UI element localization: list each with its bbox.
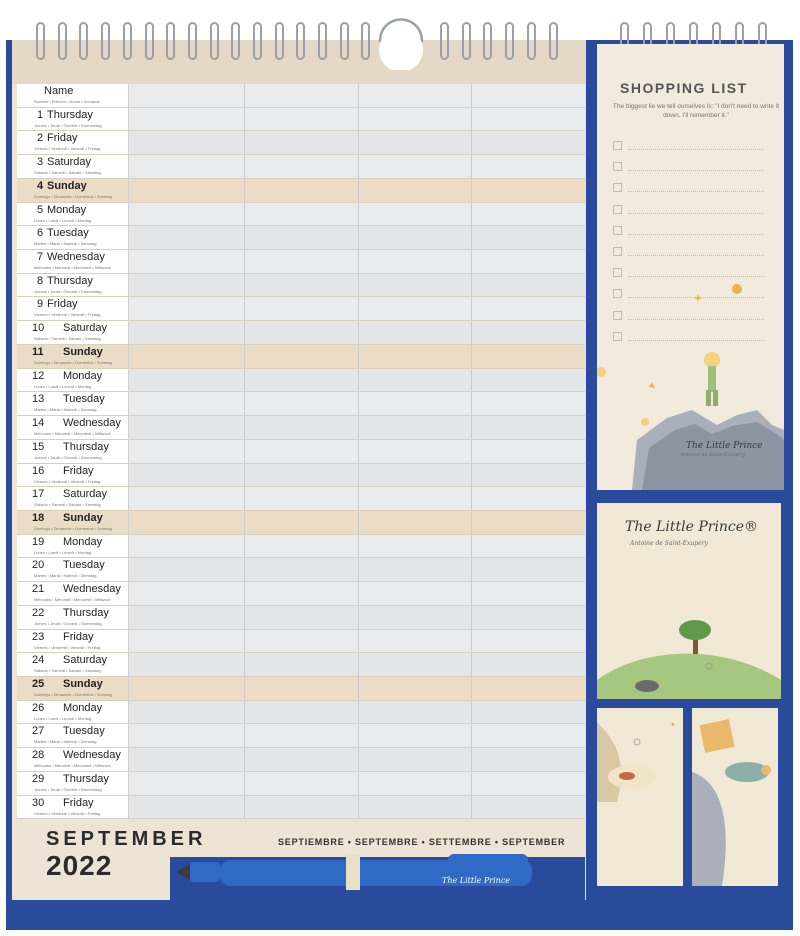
day-number: 1 — [37, 108, 44, 121]
month-title: SEPTEMBER — [46, 828, 207, 850]
day-name: Tuesday — [63, 725, 105, 738]
day-translations: Viernes • Vendredi • Venerdì • Freitag — [34, 146, 101, 152]
day-translations: Lunes • Lundi • Lunedì • Montag — [34, 217, 92, 223]
checkbox[interactable] — [613, 247, 622, 256]
day-row[interactable] — [17, 653, 585, 677]
day-row[interactable] — [17, 321, 585, 345]
day-row[interactable] — [17, 155, 585, 179]
checkbox[interactable] — [613, 141, 622, 150]
day-row[interactable] — [17, 369, 585, 393]
day-name: Tuesday — [47, 227, 89, 240]
day-translations: Sábado • Samedi • Sabato • Samstag — [34, 502, 101, 508]
day-number: 3 — [37, 156, 44, 169]
day-name: Sunday — [63, 511, 103, 524]
day-name: Monday — [63, 535, 103, 548]
day-number: 18 — [32, 511, 45, 524]
day-translations: Domingo • Dimanche • Domenica • Sonntag — [34, 691, 112, 697]
day-number: 9 — [37, 298, 44, 311]
notepad-signature: Antoine de Saint-Exupéry — [630, 540, 708, 547]
spiral-ring-icon — [505, 22, 514, 60]
day-name: Monday — [63, 701, 103, 714]
planner-header-row — [17, 84, 585, 108]
day-translations: Jueves • Jeudi • Giovedì • Donnerstag — [34, 288, 102, 294]
notepad-brand: The Little Prince® — [625, 519, 759, 535]
checkbox[interactable] — [613, 268, 622, 277]
spiral-ring-icon — [210, 22, 219, 60]
sunday-row[interactable] — [17, 345, 585, 369]
day-name: Friday — [63, 796, 94, 809]
day-number: 5 — [37, 203, 44, 216]
day-number: 26 — [32, 701, 45, 714]
day-number: 27 — [32, 725, 45, 738]
spiral-ring-icon — [483, 22, 492, 60]
day-name: Wednesday — [63, 583, 121, 596]
little-prince-sleeping-illustration — [597, 712, 683, 802]
day-name: Thursday — [47, 274, 93, 287]
spiral-ring-icon — [79, 22, 88, 60]
day-number: 28 — [32, 749, 45, 762]
checkbox[interactable] — [613, 183, 622, 192]
list-line[interactable] — [628, 276, 764, 277]
shopping-list-quote: The biggest lie we tell ourselves is: "I don't need to write it down. I'll remember it." — [612, 103, 780, 119]
day-name: Saturday — [63, 322, 108, 335]
day-row[interactable] — [17, 701, 585, 725]
day-translations: Sábado • Samedi • Sabato • Samstag — [34, 170, 101, 176]
day-translations: Martes • Mardi • Martedì • Dienstag — [34, 573, 97, 579]
sunday-row[interactable] — [17, 677, 585, 701]
name-label: Name — [44, 85, 74, 97]
list-line[interactable] — [628, 234, 764, 235]
list-line[interactable] — [628, 213, 764, 214]
day-number: 24 — [32, 654, 45, 667]
day-number: 2 — [37, 132, 44, 145]
day-row[interactable] — [17, 416, 585, 440]
day-row[interactable] — [17, 535, 585, 559]
day-translations: Miércoles • Mercredi • Mercoledì • Mittwoch — [34, 763, 111, 769]
day-row[interactable] — [17, 250, 585, 274]
day-row[interactable] — [17, 558, 585, 582]
day-translations: Martes • Mardi • Martedì • Dienstag — [34, 739, 97, 745]
day-name: Wednesday — [63, 417, 121, 430]
day-row[interactable] — [17, 464, 585, 488]
day-name: Monday — [63, 369, 103, 382]
day-number: 6 — [37, 227, 44, 240]
baobab-hill-illustration — [597, 600, 781, 699]
day-name: Monday — [47, 203, 87, 216]
day-translations: Viernes • Vendredi • Venerdì • Freitag — [34, 312, 101, 318]
day-translations: Lunes • Lundi • Lunedì • Montag — [34, 383, 92, 389]
day-name: Thursday — [63, 772, 109, 785]
day-number: 20 — [32, 559, 45, 572]
day-name: Sunday — [63, 677, 103, 690]
checkbox[interactable] — [613, 162, 622, 171]
spiral-ring-icon — [296, 22, 305, 60]
day-row[interactable] — [17, 748, 585, 772]
day-row[interactable] — [17, 108, 585, 132]
day-row[interactable] — [17, 274, 585, 298]
day-translations: Sábado • Samedi • Sabato • Samstag — [34, 336, 101, 342]
day-name: Saturday — [47, 156, 92, 169]
day-number: 21 — [32, 583, 45, 596]
list-line[interactable] — [628, 149, 764, 150]
spiral-ring-icon — [166, 22, 175, 60]
day-row[interactable] — [17, 796, 585, 820]
small-star-icon — [694, 294, 702, 302]
day-name: Friday — [63, 630, 94, 643]
day-name: Tuesday — [63, 559, 105, 572]
little-prince-fox-illustration — [692, 712, 778, 886]
spiral-ring-icon — [188, 22, 197, 60]
checkbox[interactable] — [613, 226, 622, 235]
day-name: Thursday — [63, 606, 109, 619]
day-number: 12 — [32, 369, 45, 382]
spiral-ring-icon — [318, 22, 327, 60]
day-number: 15 — [32, 440, 45, 453]
day-number: 29 — [32, 772, 45, 785]
checkbox[interactable] — [613, 289, 622, 298]
day-name: Sunday — [47, 179, 87, 192]
pen-brand-label: The Little Prince — [442, 876, 511, 885]
checkbox[interactable] — [613, 311, 622, 320]
month-translations: SEPTIEMBRE • SEPTEMBRE • SETTEMBRE • SEPTEMBER — [278, 837, 566, 847]
list-line[interactable] — [628, 319, 764, 320]
day-name: Tuesday — [63, 393, 105, 406]
day-number: 23 — [32, 630, 45, 643]
spiral-ring-icon — [340, 22, 349, 60]
day-name: Wednesday — [47, 251, 105, 264]
day-translations: Lunes • Lundi • Lunedì • Montag — [34, 549, 92, 555]
day-row[interactable] — [17, 724, 585, 748]
spiral-ring-icon — [123, 22, 132, 60]
day-row[interactable] — [17, 131, 585, 155]
day-row[interactable] — [17, 606, 585, 630]
day-number: 7 — [37, 251, 44, 264]
day-translations: Miércoles • Mercredi • Mercoledì • Mittwoch — [34, 597, 111, 603]
day-number: 19 — [32, 535, 45, 548]
spiral-ring-icon — [361, 22, 370, 60]
spiral-ring-icon — [527, 22, 536, 60]
day-translations: Lunes • Lundi • Lunedì • Montag — [34, 715, 92, 721]
shopping-list-brand: The Little Prince — [686, 441, 763, 451]
day-row[interactable] — [17, 772, 585, 796]
day-name: Thursday — [47, 108, 93, 121]
spiral-ring-icon — [275, 22, 284, 60]
day-translations: Jueves • Jeudi • Giovedì • Donnerstag — [34, 620, 102, 626]
day-number: 22 — [32, 606, 45, 619]
spiral-ring-icon — [36, 22, 45, 60]
shopping-list-title: SHOPPING LIST — [620, 80, 748, 96]
day-translations: Domingo • Dimanche • Domenica • Sonntag — [34, 525, 112, 531]
star-icon — [730, 282, 744, 296]
day-number: 11 — [32, 345, 44, 358]
day-translations: Jueves • Jeudi • Giovedì • Donnerstag — [34, 454, 102, 460]
day-name: Friday — [47, 132, 78, 145]
day-row[interactable] — [17, 392, 585, 416]
planner-grid — [17, 84, 585, 819]
list-line[interactable] — [628, 170, 764, 171]
day-translations: Miércoles • Mercredi • Mercoledì • Mittwoch — [34, 265, 111, 271]
list-line[interactable] — [628, 255, 764, 256]
day-name: Sunday — [63, 345, 103, 358]
day-translations: Viernes • Vendredi • Venerdì • Freitag — [34, 478, 101, 484]
day-number: 4 — [37, 179, 44, 192]
day-translations: Martes • Mardi • Martedì • Dienstag — [34, 241, 97, 247]
list-line[interactable] — [628, 191, 764, 192]
day-row[interactable] — [17, 203, 585, 227]
day-name: Wednesday — [63, 749, 121, 762]
spiral-ring-icon — [101, 22, 110, 60]
spiral-ring-icon — [145, 22, 154, 60]
sunday-row[interactable] — [17, 179, 585, 203]
day-name: Saturday — [63, 654, 108, 667]
day-translations: Viernes • Vendredi • Venerdì • Freitag — [34, 644, 101, 650]
day-translations: Domingo • Dimanche • Domenica • Sonntag — [34, 193, 112, 199]
day-translations: Miércoles • Mercredi • Mercoledì • Mittwoch — [34, 431, 111, 437]
day-translations: Viernes • Vendredi • Venerdì • Freitag — [34, 810, 101, 816]
day-number: 16 — [32, 464, 45, 477]
day-number: 17 — [32, 488, 45, 501]
day-number: 14 — [32, 417, 45, 430]
day-translations: Martes • Mardi • Martedì • Dienstag — [34, 407, 97, 413]
day-translations: Domingo • Dimanche • Domenica • Sonntag — [34, 359, 112, 365]
day-name: Friday — [63, 464, 94, 477]
day-row[interactable] — [17, 297, 585, 321]
day-number: 8 — [37, 274, 44, 287]
spiral-ring-icon — [462, 22, 471, 60]
day-number: 13 — [32, 393, 45, 406]
little-prince-planet-illustration — [597, 330, 784, 490]
day-translations: Jueves • Jeudi • Giovedì • Donnerstag — [34, 122, 102, 128]
day-translations: Jueves • Jeudi • Giovedì • Donnerstag — [34, 786, 102, 792]
checkbox[interactable] — [613, 205, 622, 214]
spiral-ring-icon — [549, 22, 558, 60]
spiral-ring-icon — [440, 22, 449, 60]
day-name: Friday — [47, 298, 78, 311]
wall-hanger-icon — [372, 2, 430, 70]
day-name: Thursday — [63, 440, 109, 453]
sunday-row[interactable] — [17, 511, 585, 535]
day-number: 25 — [32, 677, 45, 690]
day-translations: Sábado • Samedi • Sabato • Samstag — [34, 668, 101, 674]
spiral-ring-icon — [231, 22, 240, 60]
spiral-ring-icon — [58, 22, 67, 60]
day-row[interactable] — [17, 582, 585, 606]
name-translations: Nombre • Prénom • Nome • Vorname — [34, 99, 100, 104]
day-number: 10 — [32, 322, 45, 335]
day-row[interactable] — [17, 226, 585, 250]
day-row[interactable] — [17, 487, 585, 511]
day-name: Saturday — [63, 488, 108, 501]
spiral-ring-icon — [253, 22, 262, 60]
year-title: 2022 — [46, 850, 113, 881]
day-row[interactable] — [17, 440, 585, 464]
day-row[interactable] — [17, 630, 585, 654]
day-number: 30 — [32, 796, 45, 809]
shopping-list-signature: Antoine de Saint-Exupéry — [680, 452, 745, 458]
